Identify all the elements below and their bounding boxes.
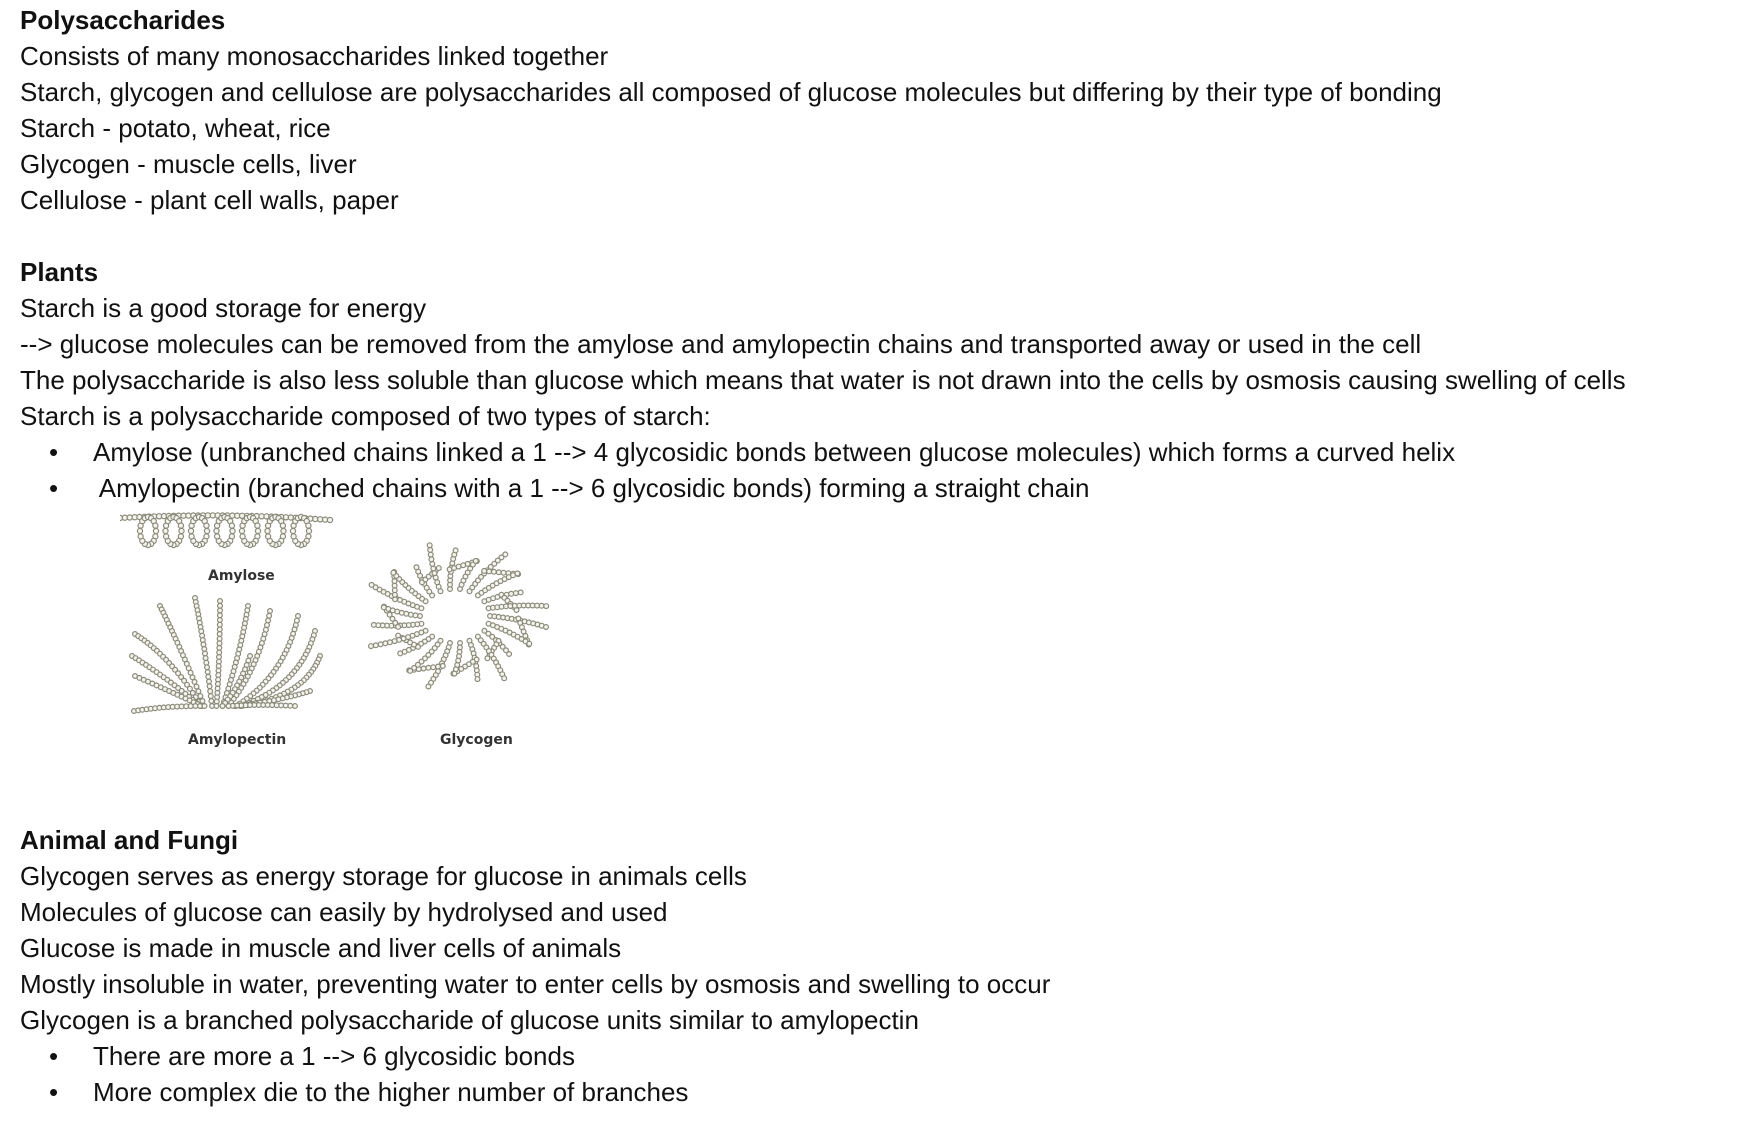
bullet-dot: • bbox=[49, 1077, 59, 1107]
text-line: Consists of many monosaccharides linked together bbox=[20, 41, 609, 71]
document bbox=[20, 2, 1750, 1110]
bullet-list-glycogen bbox=[20, 1038, 1750, 1110]
label-glycogen: Glycogen bbox=[440, 732, 513, 748]
section-heading-animal-fungi: Animal and Fungi bbox=[20, 825, 239, 855]
label-amylose: Amylose bbox=[208, 568, 275, 584]
section-heading-plants: Plants bbox=[20, 257, 99, 287]
list-item bbox=[20, 1038, 1750, 1074]
bullet-dot: • bbox=[49, 473, 59, 503]
text-line: Starch, glycogen and cellulose are polysaccharides all composed of glucose molecules but differing by their type of bonding bbox=[20, 77, 1442, 107]
list-item-text: Amylose (unbranched chains linked a 1 --> 4 glycosidic bonds between glucose molecules) which forms a curved helix bbox=[93, 437, 1456, 467]
label-amylopectin: Amylopectin bbox=[188, 732, 287, 748]
bullet-dot: • bbox=[49, 437, 59, 467]
text-line: --> glucose molecules can be removed from the amylose and amylopectin chains and transported away or used in the cell bbox=[20, 329, 1422, 359]
list-item bbox=[20, 1074, 1750, 1110]
text-line: Starch is a polysaccharide composed of two types of starch: bbox=[20, 401, 711, 431]
bullet-list-starch bbox=[20, 434, 1750, 506]
text-line: Cellulose - plant cell walls, paper bbox=[20, 185, 399, 215]
text-line: Mostly insoluble in water, preventing water to enter cells by osmosis and swelling to occur bbox=[20, 969, 1051, 999]
list-item bbox=[20, 434, 1750, 470]
bullet-dot: • bbox=[49, 1041, 59, 1071]
text-line: Starch is a good storage for energy bbox=[20, 293, 427, 323]
text-line: Glycogen serves as energy storage for glucose in animals cells bbox=[20, 861, 747, 891]
list-item bbox=[20, 470, 1750, 506]
text-line: Glycogen - muscle cells, liver bbox=[20, 149, 357, 179]
text-line: Glycogen is a branched polysaccharide of glucose units similar to amylopectin bbox=[20, 1005, 919, 1035]
text-line: The polysaccharide is also less soluble than glucose which means that water is not drawn into the cells by osmosis causing swelling of cells bbox=[20, 365, 1626, 395]
polysaccharide-structure-figure bbox=[120, 506, 640, 816]
text-line: Glucose is made in muscle and liver cells of animals bbox=[20, 933, 622, 963]
list-item-text: More complex die to the higher number of branches bbox=[93, 1077, 689, 1107]
section-heading-polysaccharides: Polysaccharides bbox=[20, 5, 226, 35]
structure-diagram bbox=[120, 506, 640, 816]
spacer bbox=[20, 218, 1750, 254]
text-line: Molecules of glucose can easily by hydrolysed and used bbox=[20, 897, 668, 927]
list-item-text: There are more a 1 --> 6 glycosidic bonds bbox=[93, 1041, 575, 1071]
text-line: Starch - potato, wheat, rice bbox=[20, 113, 331, 143]
list-item-text: Amylopectin (branched chains with a 1 --> 6 glycosidic bonds) forming a straight chain bbox=[93, 473, 1090, 503]
